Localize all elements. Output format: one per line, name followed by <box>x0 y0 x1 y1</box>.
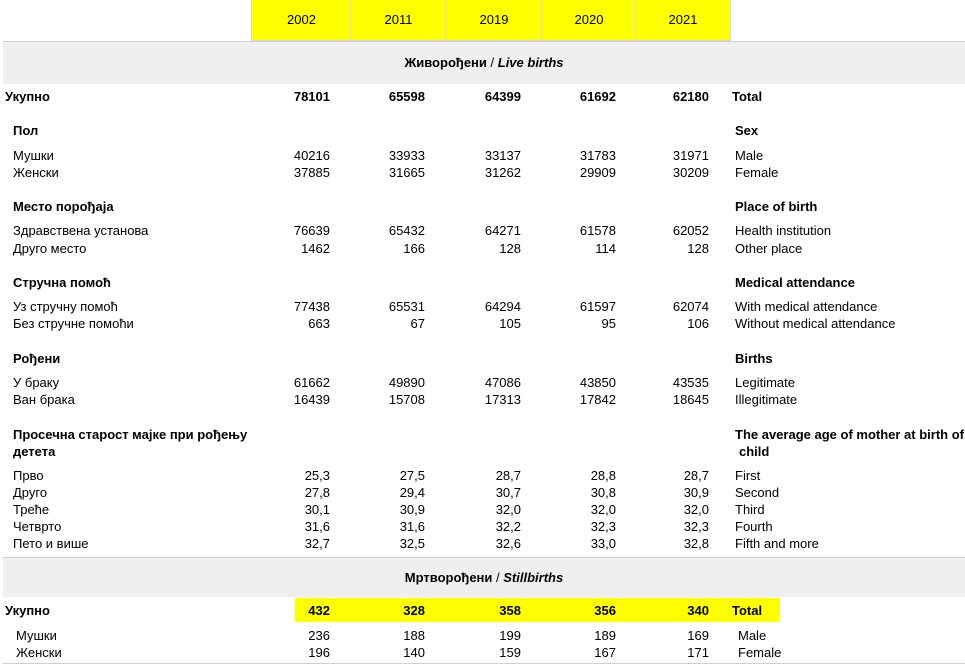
bottom-divider <box>3 663 965 664</box>
births-row-value: 16439 <box>293 392 330 407</box>
age-row-value: 32,2 <box>495 519 521 534</box>
place-row-value: 62052 <box>672 223 709 238</box>
age-row-value: 32,3 <box>683 519 709 534</box>
place-row-label-en: Other place <box>735 241 803 256</box>
stillbirths-total-value: 432 <box>308 603 330 618</box>
stillbirths-row-value: 196 <box>308 645 330 660</box>
medical-row-value: 64294 <box>484 299 521 314</box>
stillbirths-row-label-sr: Мушки <box>16 628 57 643</box>
births-header-en: Births <box>735 351 773 366</box>
age-row-value: 32,0 <box>495 502 521 517</box>
age-row-label-sr: Прво <box>13 468 44 483</box>
age-row-value: 32,3 <box>590 519 616 534</box>
births-row-label-sr: Ван брака <box>13 392 75 407</box>
sex-row-value: 40216 <box>293 148 330 163</box>
sex-row-value: 31971 <box>672 148 709 163</box>
stillbirths-total-value: 328 <box>403 603 425 618</box>
sex-row-value: 30209 <box>672 165 709 180</box>
births-row-label-sr: У браку <box>13 375 60 390</box>
medical-row-value: 65531 <box>388 299 425 314</box>
total-value-2021: 62180 <box>672 89 709 104</box>
total-value-2019: 64399 <box>484 89 521 104</box>
year-header-2019: 2019 <box>445 0 542 41</box>
stillbirths-row-value: 199 <box>499 628 521 643</box>
medical-header-en: Medical attendance <box>735 275 855 290</box>
sex-row-value: 33137 <box>484 148 521 163</box>
place-header-sr: Место порођаја <box>13 199 114 214</box>
place-header-en: Place of birth <box>735 199 818 214</box>
sex-header-en: Sex <box>735 123 759 138</box>
stillbirths-title-en: Stillbirths <box>503 570 564 585</box>
medical-header-sr: Стручна помоћ <box>13 275 111 290</box>
age-row-value: 33,0 <box>590 536 616 551</box>
year-header-2021: 2021 <box>635 0 731 41</box>
sex-row-label-en: Female <box>735 165 779 180</box>
title-separator: / <box>492 570 504 585</box>
place-row-value: 128 <box>499 241 521 256</box>
age-header-sr-line2: детета <box>13 444 56 459</box>
births-row-value: 49890 <box>388 375 425 390</box>
age-row-label-sr: Четврто <box>13 519 62 534</box>
age-row-label-sr: Пето и више <box>13 536 89 551</box>
sex-row-label-sr: Мушки <box>13 148 54 163</box>
age-row-value: 30,7 <box>495 485 521 500</box>
age-row-value: 29,4 <box>399 485 425 500</box>
sex-row-value: 33933 <box>388 148 425 163</box>
stillbirths-total-value: 358 <box>499 603 521 618</box>
stillbirths-row-label-sr: Женски <box>16 645 62 660</box>
births-row-value: 17842 <box>579 392 616 407</box>
age-row-value: 30,9 <box>683 485 709 500</box>
age-row-value: 32,6 <box>495 536 521 551</box>
medical-row-label-en: Without medical attendance <box>735 316 896 331</box>
place-row-value: 61578 <box>579 223 616 238</box>
year-header-2020: 2020 <box>541 0 636 41</box>
age-row-value: 32,0 <box>683 502 709 517</box>
stillbirths-total-label-sr: Укупно <box>5 603 50 618</box>
medical-row-label-en: With medical attendance <box>735 299 878 314</box>
stillbirths-row-value: 167 <box>594 645 616 660</box>
sex-header-sr: Пол <box>13 123 39 138</box>
age-row-value: 31,6 <box>304 519 330 534</box>
stillbirths-total-label-en: Total <box>732 603 763 618</box>
age-row-value: 25,3 <box>304 468 330 483</box>
sex-row-value: 31262 <box>484 165 521 180</box>
total-value-2020: 61692 <box>579 89 616 104</box>
age-row-label-sr: Треће <box>13 502 50 517</box>
age-row-value: 30,1 <box>304 502 330 517</box>
title-separator: / <box>486 55 498 70</box>
age-row-value: 27,5 <box>399 468 425 483</box>
stillbirths-section-header <box>3 557 965 597</box>
births-row-value: 15708 <box>388 392 425 407</box>
age-row-value: 32,7 <box>304 536 330 551</box>
age-row-label-en: Fourth <box>735 519 773 534</box>
age-row-value: 32,0 <box>590 502 616 517</box>
medical-row-value: 61597 <box>579 299 616 314</box>
age-header-sr-line1: Просечна старост мајке при рођењу <box>13 427 248 442</box>
place-row-label-en: Health institution <box>735 223 832 238</box>
medical-row-value: 62074 <box>672 299 709 314</box>
age-row-value: 28,8 <box>590 468 616 483</box>
place-row-label-sr: Здравствена установа <box>13 223 149 238</box>
live-births-title-en: Live births <box>497 55 564 70</box>
sex-row-value: 37885 <box>293 165 330 180</box>
stillbirths-row-value: 159 <box>499 645 521 660</box>
place-row-value: 64271 <box>484 223 521 238</box>
births-row-value: 61662 <box>293 375 330 390</box>
age-row-label-en: Second <box>735 485 780 500</box>
stillbirths-row-value: 171 <box>687 645 709 660</box>
age-row-value: 30,8 <box>590 485 616 500</box>
place-row-value: 76639 <box>293 223 330 238</box>
year-header-2002: 2002 <box>251 0 351 41</box>
place-row-value: 166 <box>403 241 425 256</box>
medical-row-label-sr: Уз стручну помоћ <box>13 299 118 314</box>
births-row-value: 47086 <box>484 375 521 390</box>
place-row-value: 114 <box>595 241 616 256</box>
sex-row-value: 31665 <box>388 165 425 180</box>
live-births-section-header <box>3 41 965 84</box>
total-value-2011: 65598 <box>388 89 425 104</box>
age-row-label-en: First <box>735 468 761 483</box>
stillbirths-title-sr: Мртворођени <box>404 570 493 585</box>
live-births-title-sr: Живорођени <box>404 55 487 70</box>
births-row-value: 43535 <box>672 375 709 390</box>
sex-row-value: 29909 <box>579 165 616 180</box>
age-row-label-sr: Друго <box>13 485 48 500</box>
medical-row-value: 77438 <box>293 299 330 314</box>
total-label-sr: Укупно <box>5 89 50 104</box>
stillbirths-row-value: 169 <box>687 628 709 643</box>
age-header-en-line2: child <box>739 444 770 459</box>
sex-row-value: 31783 <box>579 148 616 163</box>
births-row-label-en: Legitimate <box>735 375 795 390</box>
medical-row-value: 106 <box>687 316 709 331</box>
place-row-label-sr: Друго место <box>13 241 87 256</box>
medical-row-value: 67 <box>410 316 425 331</box>
medical-row-label-sr: Без стручне помоћи <box>13 316 134 331</box>
stillbirths-row-label-en: Male <box>738 628 767 643</box>
age-row-value: 32,5 <box>399 536 425 551</box>
births-row-value: 43850 <box>579 375 616 390</box>
stillbirths-total-value: 340 <box>687 603 709 618</box>
stillbirths-total-value: 356 <box>594 603 616 618</box>
place-row-value: 128 <box>687 241 709 256</box>
stillbirths-row-label-en: Female <box>738 645 782 660</box>
stillbirths-row-value: 189 <box>594 628 616 643</box>
births-row-value: 17313 <box>484 392 521 407</box>
births-row-value: 18645 <box>672 392 709 407</box>
age-row-value: 30,9 <box>399 502 425 517</box>
total-value-2002: 78101 <box>293 89 330 104</box>
age-row-value: 27,8 <box>304 485 330 500</box>
age-row-value: 31,6 <box>399 519 425 534</box>
sex-row-label-en: Male <box>735 148 764 163</box>
medical-row-value: 95 <box>601 316 616 331</box>
stillbirths-row-value: 140 <box>403 645 425 660</box>
age-row-value: 28,7 <box>495 468 521 483</box>
total-label-en: Total <box>732 89 763 104</box>
place-row-value: 1462 <box>301 241 330 256</box>
age-row-value: 28,7 <box>683 468 709 483</box>
place-row-value: 65432 <box>388 223 425 238</box>
stillbirths-row-value: 236 <box>308 628 330 643</box>
age-row-value: 32,8 <box>683 536 709 551</box>
age-row-label-en: Fifth and more <box>735 536 819 551</box>
medical-row-value: 663 <box>308 316 330 331</box>
births-row-label-en: Illegitimate <box>735 392 798 407</box>
births-header-sr: Рођени <box>13 351 61 366</box>
age-row-label-en: Third <box>735 502 765 517</box>
medical-row-value: 105 <box>499 316 521 331</box>
year-header-2011: 2011 <box>350 0 446 41</box>
stillbirths-row-value: 188 <box>403 628 425 643</box>
age-header-en-line1: The average age of mother at birth of <box>735 427 964 442</box>
sex-row-label-sr: Женски <box>13 165 59 180</box>
